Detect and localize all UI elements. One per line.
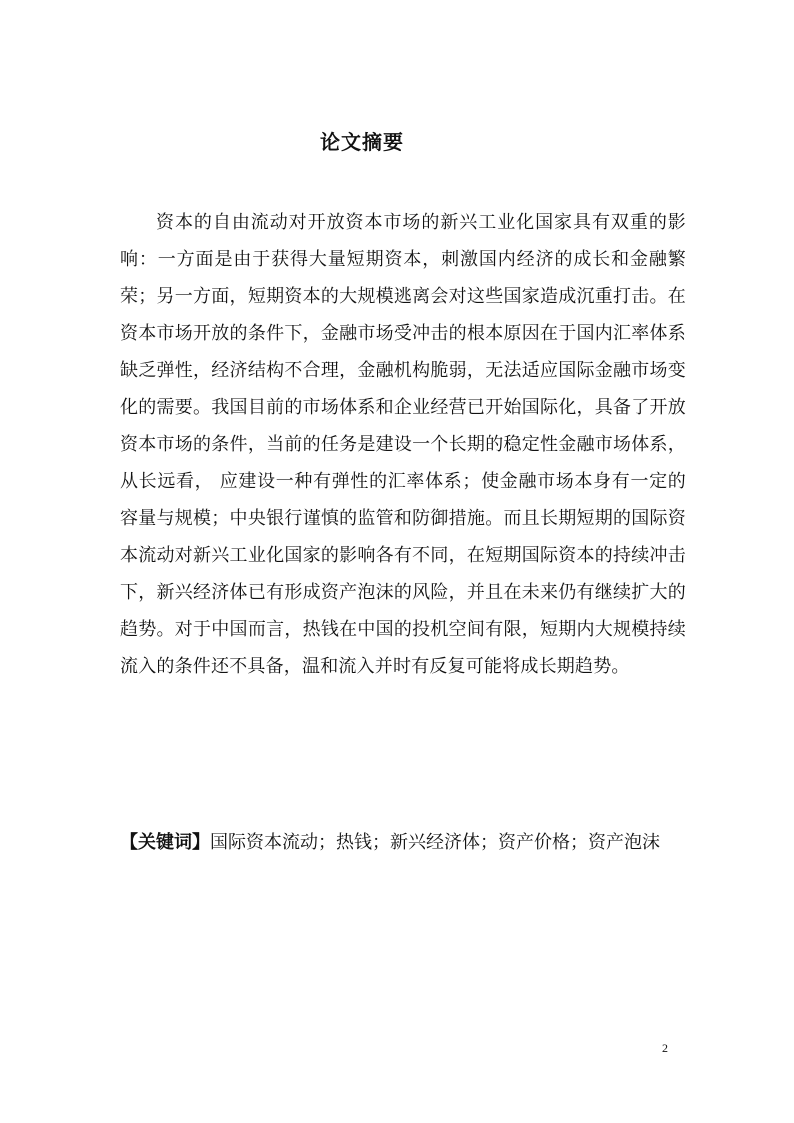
page-title: 论文摘要: [320, 130, 404, 154]
keywords-label: 【关键词】: [120, 832, 210, 853]
page-number: 2: [662, 1041, 668, 1055]
abstract-paragraph: 资本的自由流动对开放资本市场的新兴工业化国家具有双重的影响：一方面是由于获得大量短期资本，刺激国内经济的成长和金融繁荣；另一方面，短期资本的大规模逃离会对这些国家造成沉重打击。在资本市场开放的条件下，金融市场受冲击的根本原因在于国内汇率体系缺乏弹性，经济结构不合理，金融机构脆弱，无法适应国际金融市场变化的需要。我国目前的市场体系和企业经营已开始国际化，具备了开放资本市场的条件，当前的任务是建设一个长期的稳定性金融市场体系， 从长远看， 应建设一种有弹性的汇率体系；使金融市场本身有一定的容量与规模；中央银行谨慎的监管和防御措施。而且长期短期的国际资本流动对新兴工业化国家的影响各有不同，在短期国际资本的持续冲击下，新兴经济体已有形成资产泡沫的风险，并且在未来仍有继续扩大的趋势。对于中国而言，热钱在中国的投机空间有限，短期内大规模持续流入的条件还不具备，温和流入并时有反复可能将成长期趋势。: [120, 212, 686, 677]
keywords-text: 国际资本流动；热钱；新兴经济体；资产价格；资产泡沫: [210, 832, 660, 853]
keywords-line: [120, 828, 700, 858]
